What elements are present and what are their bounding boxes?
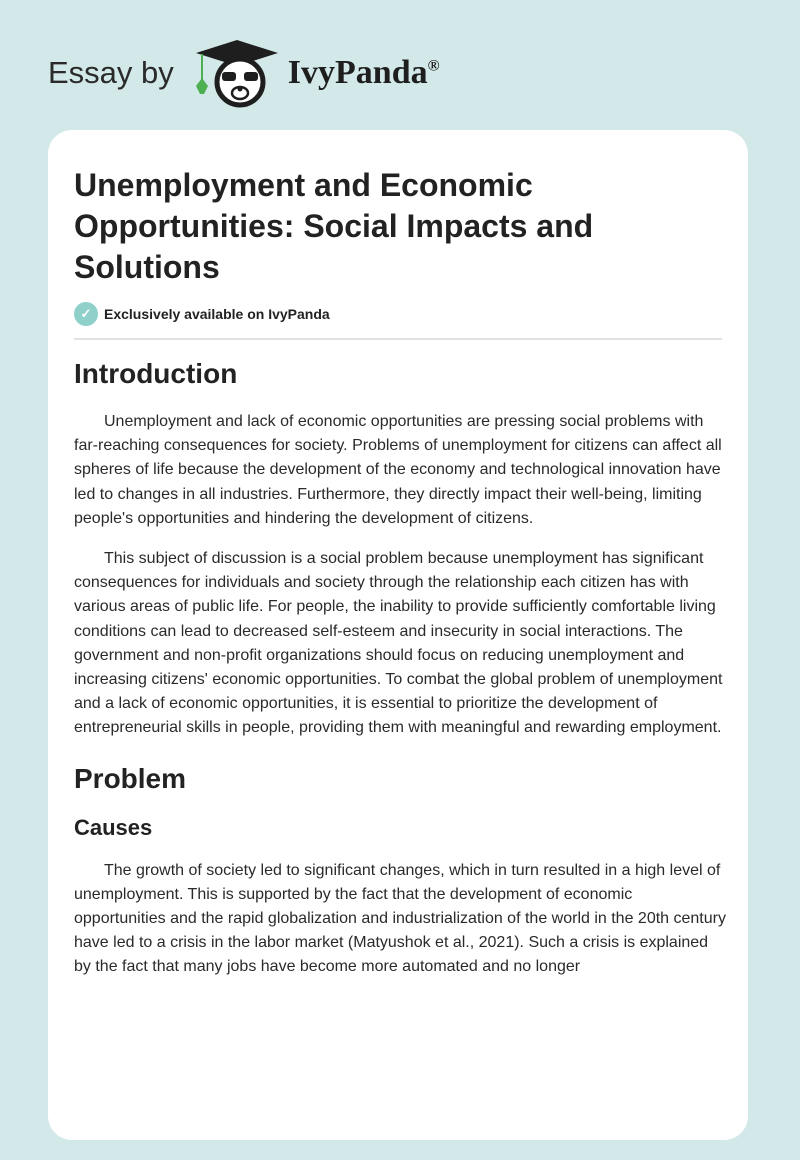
divider — [74, 338, 722, 340]
essay-title: Unemployment and Economic Opportunities: Social Impacts and Solutions — [74, 167, 594, 285]
brand-name[interactable] — [288, 54, 440, 92]
brand-text: IvyPanda — [287, 54, 428, 91]
section-heading: Problem — [74, 762, 187, 794]
panda-logo-icon[interactable] — [194, 38, 280, 108]
check-icon: ✓ — [74, 302, 98, 326]
site-header — [48, 38, 440, 108]
section-heading: Introduction — [74, 358, 238, 389]
essay-by-label: Essay by — [48, 55, 174, 90]
paragraph: The growth of society led to significant changes, which in turn resulted in a high level of unemployment. This is supported by the fact that the development of economic opportunities and the rapid globalization and industrialization of the world in the 20th century have led to a crisis in the labor market (Matyushok et al., 2021). Such a crisis is explained by the fact that many jobs have become more automated and no longer — [74, 861, 726, 976]
paragraph: Unemployment and lack of economic opportunities are pressing social problems with far-reaching consequences for society. Problems of unemployment for citizens can affect all spheres of life because the development of the economy and technological innovation have led to changes in all industries. Furthermore, they directly impact their well-being, limiting people's opportunities and hindering the development of citizens. — [74, 413, 722, 527]
paragraph: This subject of discussion is a social problem because unemployment has significant consequences for individuals and society through the relationship each citizen has with various areas of public life. For people, the inability to provide sufficiently comfortable living conditions can lead to decreased self-esteem and insecurity in social interactions. The government and non-profit organizations should focus on reducing unemployment and increasing citizens' economic opportunities. To combat the global problem of unemployment and a lack of economic opportunities, it is essential to prioritize the development of entrepreneurial skills in people, providing them with meaningful and rewarding employment. — [74, 550, 723, 737]
essay-card — [48, 130, 748, 1140]
registered-mark: ® — [427, 57, 440, 75]
subsection-heading: Causes — [74, 814, 153, 840]
exclusive-badge — [74, 302, 722, 326]
badge-label: Exclusively available on IvyPanda — [104, 306, 330, 322]
